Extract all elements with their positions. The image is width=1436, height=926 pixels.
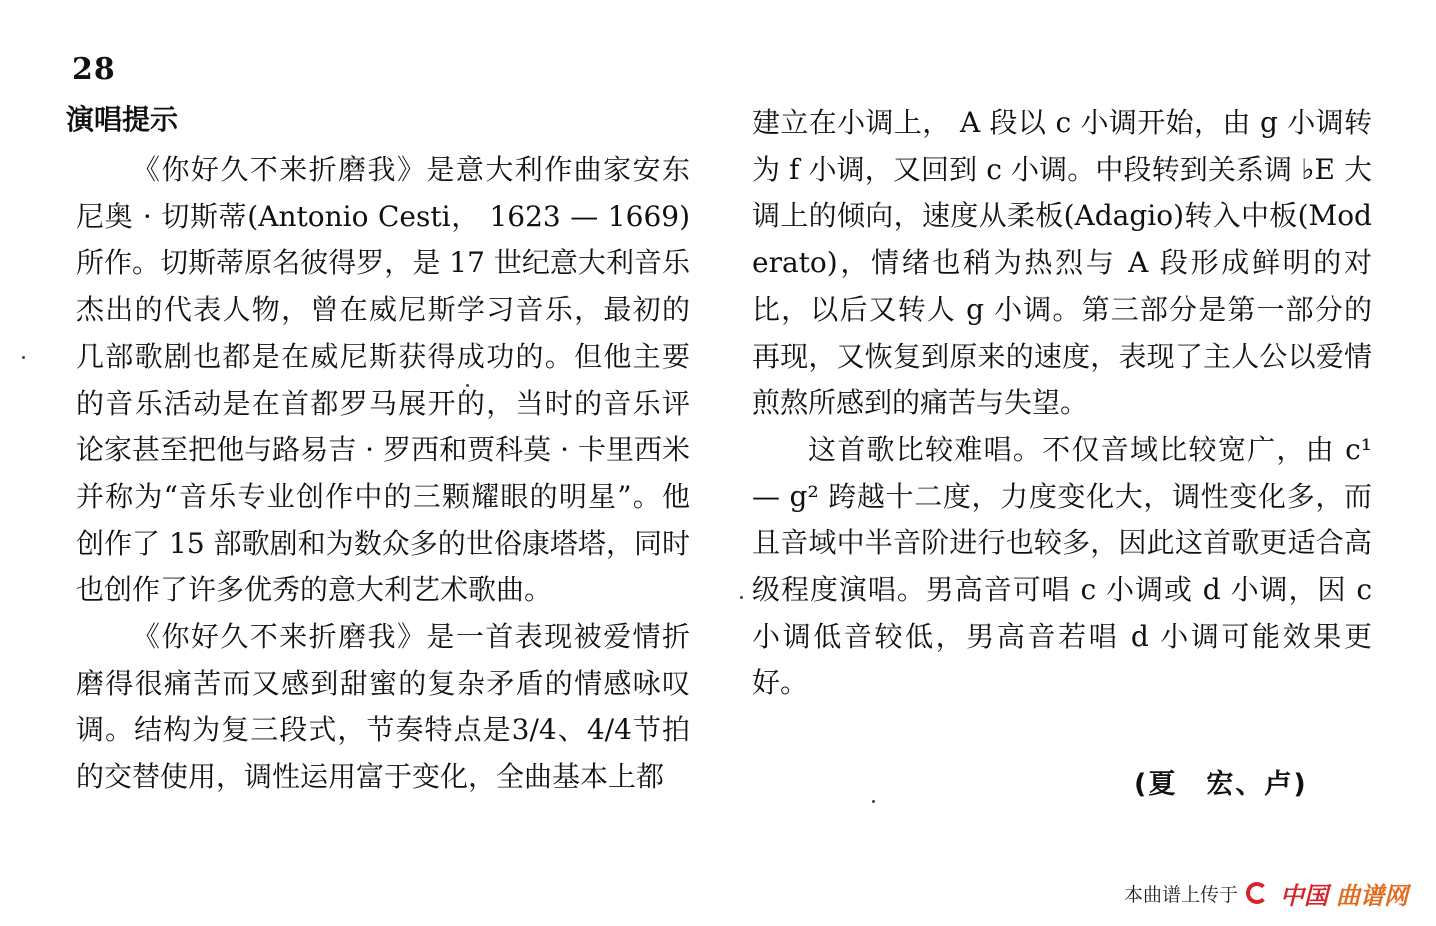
footer-text: 本曲谱上传于 xyxy=(1123,884,1238,906)
site-logo-text-2: 曲谱网 xyxy=(1336,882,1408,910)
left-paragraph-1: 《你好久不来折磨我》是意大利作曲家安东尼奥 · 切斯蒂(Antonio Cesti， 1623 — 1669)所作。切斯蒂原名彼得罗，是 17 世纪意大利音乐杰出的代表人物，曾在威尼斯学习音乐，最初的几部歌剧也都是在威尼斯获得成功的。但他主要的音乐活动是在首都罗马展开的，当时的音乐评论家甚至把他与路易吉 · 罗西和贾科莫 · 卡里西米并称为“音乐专业创作中的三颗耀眼的明星”。他创作了 15 部歌剧和为数众多的世俗康塔塔，同时也创作了许多优秀的意大利艺术歌曲。 xyxy=(76,153,690,607)
site-logo-text-1: 中国 xyxy=(1280,882,1328,910)
scan-speck xyxy=(466,384,469,387)
right-paragraph-1: 建立在小调上， A 段以 c 小调开始，由 g 小调转为 f 小调，又回到 c 小调。中段转到关系调 ♭E 大调上的倾向，速度从柔板(Adagio)转入中板(Moderato)，情绪也稍为热烈与 A 段形成鲜明的对比，以后又转人 g 小调。第三部分是第一部分的再现，又恢复到原来的速度，表现了主人公以爱情煎熬所感到的痛苦与失望。 xyxy=(752,106,1372,420)
page-number: 28 xyxy=(72,52,116,87)
right-column xyxy=(752,100,1372,707)
author-attribution: (夏 宏、卢) xyxy=(1134,769,1308,800)
section-heading: 演唱提示 xyxy=(66,103,179,136)
scan-speck xyxy=(872,800,875,803)
scan-speck xyxy=(740,596,743,599)
left-paragraph-2: 《你好久不来折磨我》是一首表现被爱情折磨得很痛苦而又感到甜蜜的复杂矛盾的情感咏叹调。结构为复三段式，节奏特点是3/4、4/4节拍的交替使用，调性运用富于变化，全曲基本上都 xyxy=(76,620,690,794)
right-paragraph-2: 这首歌比较难唱。不仅音域比较宽广，由 c¹ — g² 跨越十二度，力度变化大，调性变化多，而且音域中半音阶进行也较多，因此这首歌更适合高级程度演唱。男高音可唱 c 小调或 d 小调，因 c 小调低音较低，男高音若唱 d 小调可能效果更好。 xyxy=(752,432,1372,700)
left-column xyxy=(76,147,690,801)
scan-speck xyxy=(22,356,25,359)
footer-watermark xyxy=(1124,876,1408,911)
site-logo-icon xyxy=(1246,882,1272,906)
